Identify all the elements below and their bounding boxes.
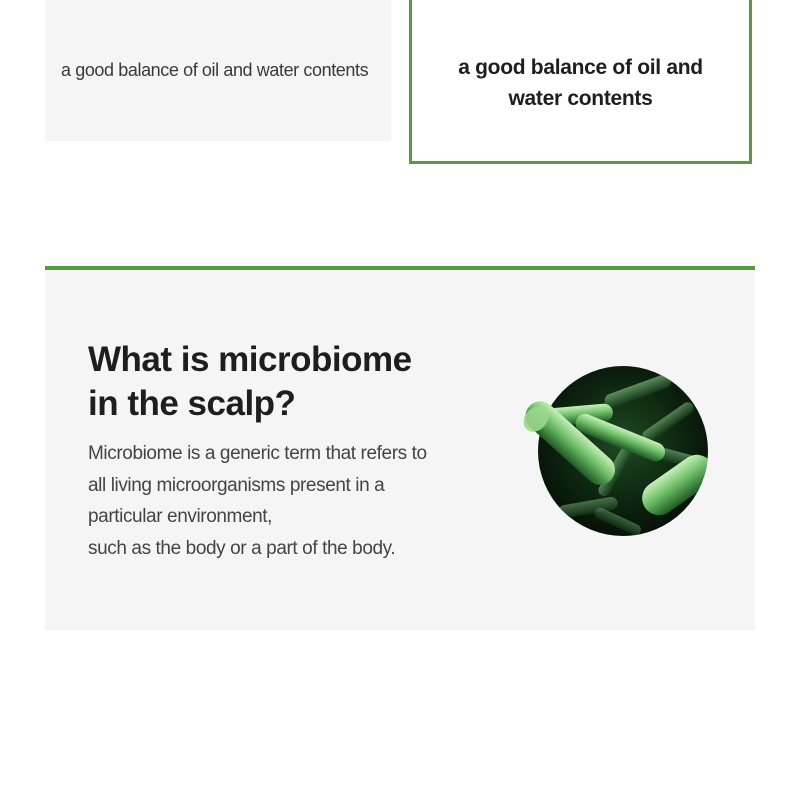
section-title-line-2: in the scalp? — [88, 384, 296, 423]
section-title — [88, 338, 468, 426]
description-line-1: Microbiome is a generic term that refers to — [88, 443, 427, 464]
comparison-card-left-text: a good balance of oil and water contents — [61, 60, 369, 80]
comparison-card-right-text — [412, 52, 749, 114]
section-title-line-1: What is microbiome — [88, 340, 412, 379]
section-description — [88, 438, 468, 564]
microbiome-section — [45, 266, 755, 630]
comparison-card-right-line-1: a good balance of oil and — [458, 56, 703, 79]
description-line-2: all living microorganisms present in a — [88, 474, 385, 496]
description-line-4: such as the body or a part of the body. — [88, 537, 396, 559]
description-line-3: particular environment, — [88, 506, 273, 527]
comparison-card-right-line-2: water contents — [508, 87, 653, 110]
comparison-card-left — [45, 0, 391, 141]
comparison-card-right — [409, 0, 752, 164]
bacteria-illustration — [518, 366, 713, 541]
